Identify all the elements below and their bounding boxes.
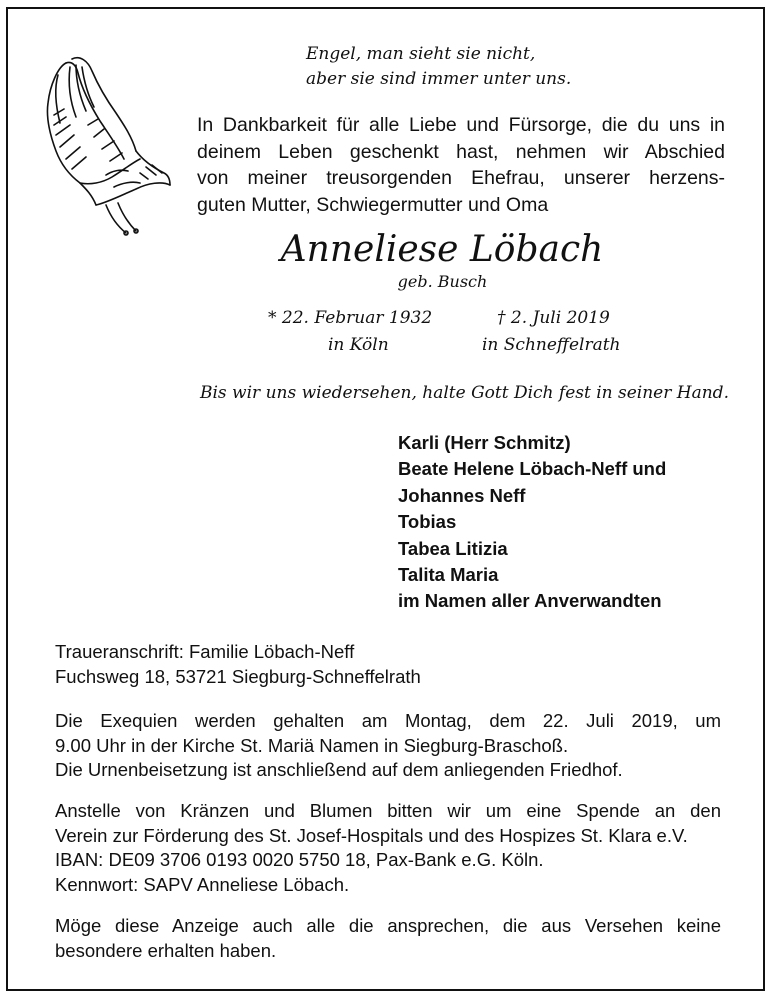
motto-line-1: Engel, man sieht sie nicht, (306, 44, 536, 64)
family-member: Tobias (398, 511, 457, 533)
service-line: 9.00 Uhr in der Kirche St. Mariä Namen in Siegburg-Braschoß. (55, 734, 569, 756)
donation-line: Anstelle von Kränzen und Blumen bitten wir um eine Spende an den (55, 800, 721, 821)
donation-line: Kennwort: SAPV Anneliese Löbach. (55, 873, 350, 895)
intro-line: guten Mutter, Schwiegermutter und Oma (197, 193, 549, 216)
verse: Bis wir uns wiedersehen, halte Gott Dich fest in seiner Hand. (200, 383, 729, 403)
donation-line: Verein zur Förderung des St. Josef-Hospitals und des Hospizes St. Klara e.V. (55, 824, 688, 846)
address-line: Traueranschrift: Familie Löbach-Neff (55, 641, 355, 662)
deceased-name: Anneliese Löbach (280, 229, 604, 270)
address-line: Fuchsweg 18, 53721 Siegburg-Schneffelrath (55, 665, 421, 687)
birth-date: * 22. Februar 1932 (268, 308, 433, 328)
praying-hands-icon (36, 55, 174, 240)
intro-line: von meiner treusorgenden Ehefrau, unserer herzens- (197, 167, 725, 190)
mourning-address (55, 640, 721, 689)
death-date: † 2. Juli 2019 (497, 308, 610, 328)
birth-place: in Köln (328, 335, 389, 355)
family-member: Karli (Herr Schmitz) (398, 432, 571, 453)
closing-line: Möge diese Anzeige auch alle die ansprechen, die aus Versehen keine (55, 915, 721, 936)
death-place: in Schneffelrath (482, 335, 621, 355)
closing-line: besondere erhalten haben. (55, 939, 277, 961)
service-info (55, 709, 721, 783)
family-list (398, 430, 666, 615)
closing-note (55, 914, 721, 963)
family-member: im Namen aller Anverwandten (398, 590, 662, 612)
intro-line: In Dankbarkeit für alle Liebe und Fürsorge, die du uns in (197, 114, 725, 136)
intro-line: deinem Leben geschenkt hast, nehmen wir Abschied (197, 140, 725, 163)
family-member: Johannes Neff (398, 484, 526, 506)
family-member: Tabea Litizia (398, 537, 508, 559)
donation-line: IBAN: DE09 3706 0193 0020 5750 18, Pax-Bank e.G. Köln. (55, 849, 544, 870)
family-member: Beate Helene Löbach-Neff und (398, 458, 667, 480)
intro-paragraph (197, 112, 725, 218)
service-line: Die Urnenbeisetzung ist anschließend auf dem anliegenden Friedhof. (55, 759, 623, 780)
maiden-name: geb. Busch (397, 272, 488, 291)
donation-info (55, 799, 721, 897)
service-line: Die Exequien werden gehalten am Montag, dem 22. Juli 2019, um (55, 710, 721, 731)
family-member: Talita Maria (398, 564, 499, 586)
motto-line-2: aber sie sind immer unter uns. (306, 69, 572, 89)
